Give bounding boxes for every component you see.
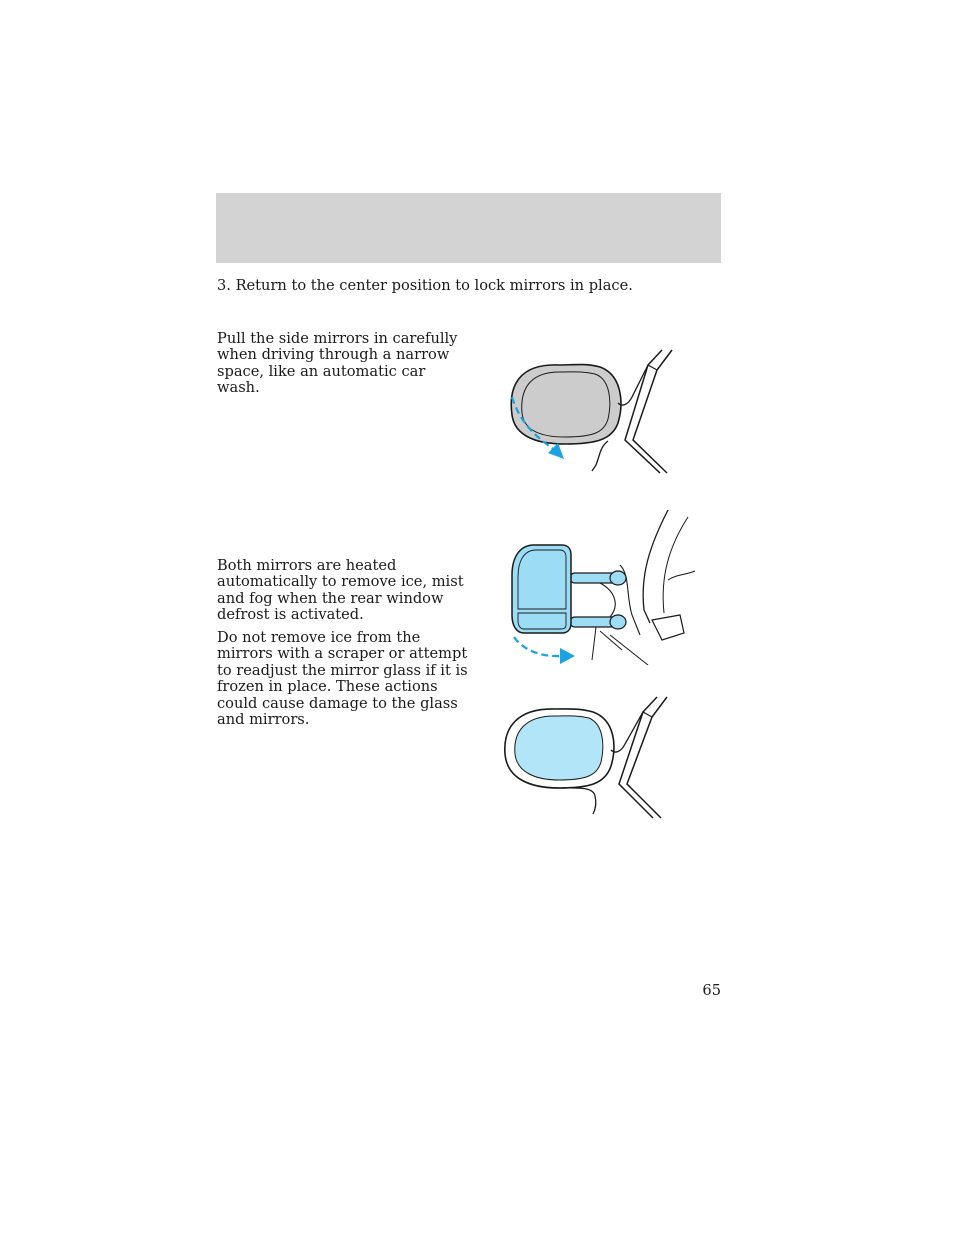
caution-paragraph: Do not remove ice from the mirrors with a scraper or attempt to readjust the mirror glass if it is frozen in place. These actions could cause damage to the glass and mirrors. <box>217 629 468 729</box>
folding-mirror-illustration <box>500 345 680 475</box>
page-number: 65 <box>702 982 721 999</box>
step-3-text: 3. Return to the center position to lock mirrors in place. <box>217 277 633 294</box>
trailer-tow-mirror-illustration <box>500 505 700 670</box>
heated-mirror-illustration <box>495 692 675 822</box>
section-header-band <box>216 193 721 263</box>
fold-mirrors-paragraph: Pull the side mirrors in carefully when driving through a narrow space, like an automatic car wash. <box>217 330 458 397</box>
heated-mirrors-paragraph: Both mirrors are heated automatically to remove ice, mist and fog when the rear window defrost is activated. <box>217 557 464 624</box>
